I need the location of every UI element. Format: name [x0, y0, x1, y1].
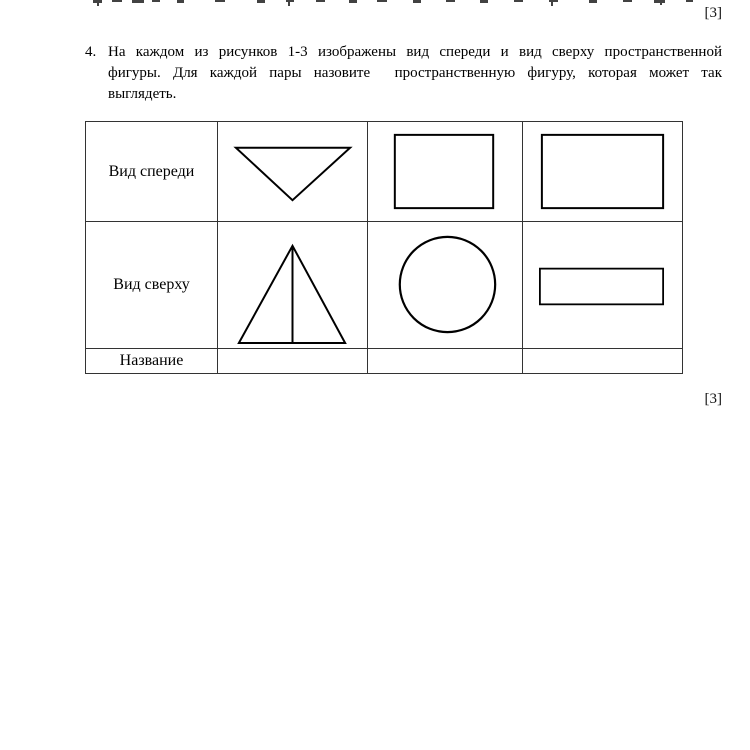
rectangle-shape [523, 122, 682, 221]
points-badge-bottom: [3] [704, 391, 722, 407]
name-answer-cell-1 [218, 349, 368, 374]
circle-shape [368, 222, 522, 348]
low-rectangle-shape [523, 222, 682, 348]
question-number: 4. [85, 44, 97, 60]
triangle-with-median-shape [218, 222, 367, 348]
question-text [108, 42, 722, 105]
top-view-3-cell [523, 222, 683, 349]
top-view-2-cell [368, 222, 523, 349]
square-shape [368, 122, 522, 221]
front-view-3-cell [523, 122, 683, 222]
name-answer-cell-2 [368, 349, 523, 374]
row-label-front-view: Вид спереди [86, 122, 218, 222]
question-block [85, 42, 722, 105]
row-label-name: Название [86, 349, 218, 374]
inverted-triangle-shape [218, 122, 367, 221]
points-badge-top: [3] [704, 5, 722, 21]
front-view-1-cell [218, 122, 368, 222]
row-label-top-view: Вид сверху [86, 222, 218, 349]
question-line: фигуры. Для каждой пары назовите пространственную фигуру, которая может так [108, 65, 722, 81]
views-table [85, 121, 683, 374]
name-answer-cell-3 [523, 349, 683, 374]
question-line: выглядеть. [108, 86, 177, 102]
truncated-text-line [0, 0, 750, 7]
front-view-2-cell [368, 122, 523, 222]
question-line: На каждом из рисунков 1-3 изображены вид спереди и вид сверху пространственной [108, 44, 722, 60]
top-view-1-cell [218, 222, 368, 349]
